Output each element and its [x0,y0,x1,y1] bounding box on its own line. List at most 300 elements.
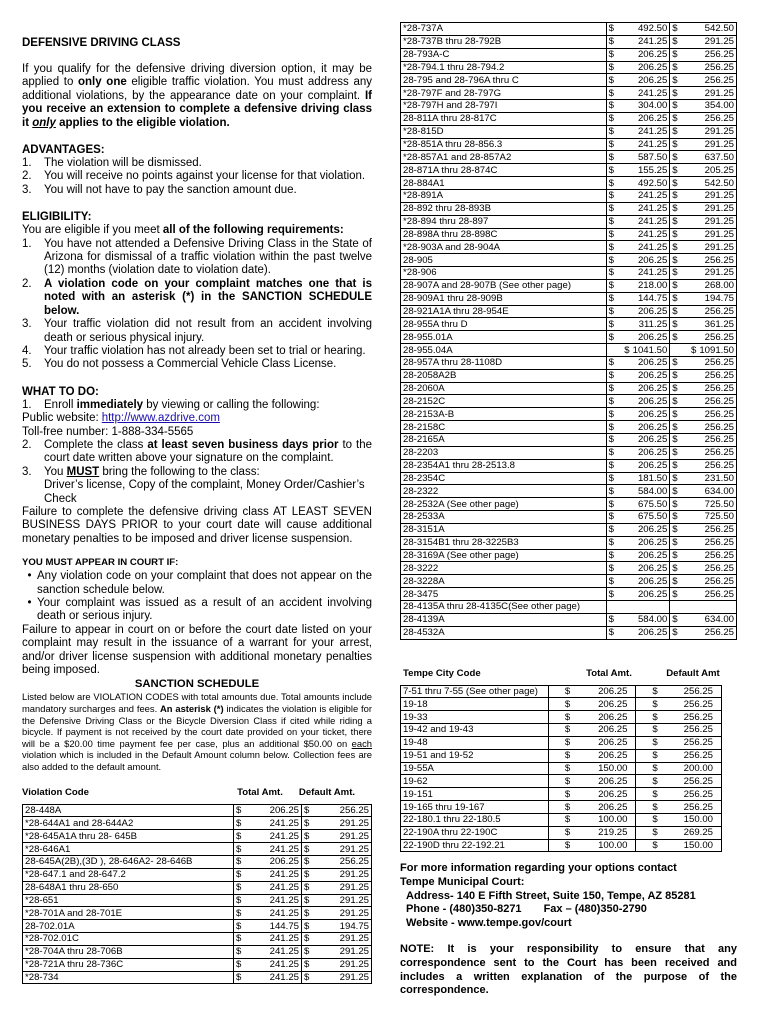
total-amount-cell [548,775,636,788]
amount-value: 291.25 [704,190,734,202]
currency-symbol: $ [672,614,678,626]
violation-code: 28-702.01A [23,920,234,933]
violation-code: 7-51 thru 7-55 (See other page) [401,685,549,698]
violation-code: 28-957A thru 28-1108D [401,356,607,369]
amount-value: 206.25 [598,724,628,736]
amount-value: 269.25 [683,827,713,839]
currency-symbol: $ [672,203,678,215]
default-amount-cell [636,711,722,724]
currency-symbol: $ [303,920,310,932]
total-amount-cell [606,100,670,113]
default-amount-cell [670,562,737,575]
default-amount-cell [670,472,737,485]
amount-value: 291.25 [704,87,734,99]
default-amount-cell [670,318,737,331]
currency-symbol: $ [608,575,614,587]
azdrive-link[interactable]: http://www.azdrive.com [101,412,220,425]
total-amount-cell [548,839,636,852]
currency-symbol: $ [608,203,614,215]
table-row [401,23,737,36]
table-row [401,485,737,498]
currency-symbol: $ [672,164,678,176]
currency-symbol: $ [236,894,242,906]
currency-symbol: $ [564,711,571,723]
table-row [401,562,737,575]
amount-value: 256.25 [683,724,713,736]
column-tempe-default: Default Amt [666,667,720,679]
currency-symbol: $ [652,762,658,774]
bring-items: Driver’s license, Copy of the complaint, Money Order/Cashier’s Check [44,479,365,505]
amount-value: 206.25 [637,562,668,574]
tempe-table [400,685,722,853]
violation-code: 28-2532A (See other page) [401,498,607,511]
total-amount-cell [606,498,670,511]
amount-value: 291.25 [339,830,369,842]
amount-value: 206.25 [637,537,668,549]
currency-symbol: $ [652,801,658,813]
default-amount-cell [301,830,371,843]
currency-symbol: $ [608,305,614,317]
amount-value: 291.25 [704,216,734,228]
responsibility-note: NOTE: It is your responsibility to ensure that any correspondence sent to the Court has been received and includes a written explanation of the purpose of the correspondence. [400,943,737,997]
amount-value: 256.25 [704,588,734,600]
list-item [22,466,372,479]
item-emphasis: immediately [76,398,144,411]
item-number: 2. [22,438,32,451]
list-item [22,597,372,624]
column-tempe-total: Total Amt. [586,667,632,679]
currency-symbol: $ [672,562,678,574]
currency-symbol: $ [236,959,242,971]
amount-value: 291.25 [339,817,369,829]
currency-symbol: $ [672,588,678,600]
currency-symbol: $ [672,87,678,99]
total-amount-cell [606,112,670,125]
list-item [22,278,372,318]
amount-value: 291.25 [704,228,734,240]
currency-symbol: $ [672,383,678,395]
default-amount-cell [670,48,737,61]
amount-value: 675.50 [637,511,668,523]
currency-symbol: $ [236,907,242,919]
court-address: Address- 140 E Fifth Street, Suite 150, Tempe, AZ 85281 [406,889,696,902]
default-amount-cell [301,907,371,920]
violation-code: 28-892 thru 28-893B [401,202,607,215]
currency-symbol: $ [672,293,678,305]
currency-symbol: $ [672,498,678,510]
eligibility-heading: ELIGIBILITY: [22,211,92,224]
currency-symbol: $ [608,395,614,407]
currency-symbol: $ [608,472,614,484]
amount-value: 291.25 [704,203,734,215]
total-amount-cell [606,292,670,305]
total-amount-cell [606,305,670,318]
advantages-heading: ADVANTAGES: [22,144,105,157]
amount-value: 256.25 [683,775,713,787]
table-row [401,202,737,215]
amount-value: 256.25 [683,750,713,762]
bullet-icon: • [27,597,32,609]
amount-value: 291.25 [339,907,369,919]
table-row [401,177,737,190]
item-text: You have not attended a Defensive Driving Class in the State of Arizona for dismissal of a traffic violation within the past twelve (12) months (violation date to violation date). [44,237,372,277]
amount-value: 256.25 [704,627,734,639]
total-amount-cell [234,881,302,894]
amount-value: 150.00 [683,814,713,826]
total-amount-cell [234,958,302,971]
total-amount-cell [234,855,302,868]
list-item [22,439,372,466]
default-amount-cell [301,945,371,958]
amount-value: 291.25 [339,882,369,894]
violation-code: 19-165 thru 19-167 [401,801,549,814]
currency-symbol: $ [303,894,310,906]
amount-value: 206.25 [598,737,628,749]
amount-value: 256.25 [704,113,734,125]
table-row [23,843,372,856]
item-text: You [44,465,67,478]
violation-code: 28-793A-C [401,48,607,61]
violation-code: 19-42 and 19-43 [401,724,549,737]
violation-code: *28-645A1A thru 28- 645B [23,830,234,843]
currency-symbol: $ [303,907,310,919]
currency-symbol: $ [672,318,678,330]
item-number: 3. [22,465,32,478]
tempe-table-header [400,668,737,679]
total-amount-cell [548,749,636,762]
table-row [401,600,737,613]
currency-symbol: $ [672,74,678,86]
table-row [401,523,737,536]
column-total-amount: Total Amt. [237,786,283,798]
currency-symbol: $ [672,421,678,433]
total-amount-cell [606,267,670,280]
violation-code: 22-190D thru 22-192.21 [401,839,549,852]
violation-code: 28-3154B1 thru 28-3225B3 [401,536,607,549]
default-amount-cell [670,138,737,151]
currency-symbol: $ [608,100,614,112]
violation-code: 28-3222 [401,562,607,575]
currency-symbol: $ [608,151,614,163]
violation-code: *28-647.1 and 28-647.2 [23,868,234,881]
table-row [401,724,722,737]
default-amount-cell [670,549,737,562]
violation-code: *28-737B thru 28-792B [401,35,607,48]
list-item [22,238,372,278]
default-amount-cell [670,189,737,202]
violation-code: 28-2354C [401,472,607,485]
table-row [401,356,737,369]
table-row [401,125,737,138]
table-row [23,817,372,830]
amount-value: 206.25 [637,370,668,382]
table-row [401,434,737,447]
total-amount-cell [606,177,670,190]
amount-value: 206.25 [637,395,668,407]
total-amount-cell [548,698,636,711]
currency-symbol: $ [608,370,614,382]
court-phone: Phone - (480)350-8271 [406,903,522,916]
total-amount-cell [606,138,670,151]
amount-value: 206.25 [598,711,628,723]
court-phone-fax [400,903,737,917]
currency-symbol: $ [672,254,678,266]
default-amount-cell [670,369,737,382]
court-name: Tempe Municipal Court: [400,876,525,889]
table-row [401,549,737,562]
table-row [401,788,722,801]
default-amount-cell [670,331,737,344]
table-row [23,855,372,868]
default-amount-cell [636,724,722,737]
amount-value: 256.25 [683,788,713,800]
currency-symbol: $ [672,408,678,420]
currency-symbol: $ [672,267,678,279]
intro-text: eligible traffic violation. You must address any additional violations, by the appearance date on your complaint. [22,76,373,102]
default-amount-cell [670,61,737,74]
amount-value: 256.25 [704,447,734,459]
total-amount-cell [606,189,670,202]
amount-value: 219.25 [598,827,628,839]
default-amount-cell [670,408,737,421]
violation-code: *28-797H and 28-797I [401,100,607,113]
currency-symbol: $ [608,267,614,279]
amount-value: 241.25 [637,216,668,228]
amount-value: 291.25 [704,139,734,151]
table-row [401,736,722,749]
currency-symbol: $ [608,627,614,639]
currency-symbol: $ [652,750,658,762]
amount-value: 206.25 [637,383,668,395]
total-amount-cell [606,408,670,421]
amount-value: 206.25 [637,460,668,472]
table-row [401,382,737,395]
default-amount-cell [670,459,737,472]
amount-value: 587.50 [637,151,668,163]
total-amount-cell [606,511,670,524]
violation-code: 28-898A thru 28-898C [401,228,607,241]
currency-symbol: $ [672,575,678,587]
intro-extension-note: If you receive an extension to complete a defensive driving class it [22,89,372,129]
table-row [401,279,737,292]
total-amount-cell [548,788,636,801]
default-amount-cell [670,125,737,138]
default-amount-cell [670,600,737,613]
amount-value: 200.00 [683,762,713,774]
amount-value: 256.25 [704,537,734,549]
default-amount-cell [301,894,371,907]
table-row [401,344,737,357]
default-amount-cell [301,868,371,881]
violation-code: *28-857A1 and 28-857A2 [401,151,607,164]
table-row [401,613,737,626]
amount-value: 492.50 [637,23,668,35]
amount-value: 256.25 [683,737,713,749]
currency-symbol: $ [672,177,678,189]
violation-table-header [22,787,372,798]
currency-symbol: $ [652,724,658,736]
violation-code: 28-3169A (See other page) [401,549,607,562]
violation-code: 28-2203 [401,446,607,459]
amount-value: 256.25 [704,421,734,433]
amount-value: 361.25 [704,318,734,330]
default-amount-cell [636,749,722,762]
table-row [23,881,372,894]
total-amount-cell [606,536,670,549]
total-amount-cell [606,228,670,241]
amount-value: 206.25 [637,113,668,125]
amount-value: 194.75 [704,293,734,305]
violation-code: *28-734 [23,971,234,984]
total-amount-cell [548,826,636,839]
amount-value: 256.25 [683,801,713,813]
currency-symbol: $ [564,827,571,839]
violation-code: *28-851A thru 28-856.3 [401,138,607,151]
currency-symbol: $ [672,100,678,112]
default-amount-cell [636,813,722,826]
violation-code: 28-2060A [401,382,607,395]
amount-value: 725.50 [704,498,734,510]
total-amount-cell [606,562,670,575]
currency-symbol: $ [236,946,242,958]
amount-value: 256.25 [704,61,734,73]
default-amount-cell [670,356,737,369]
currency-symbol: $ [236,830,242,842]
item-number: 1. [22,237,32,250]
default-amount-cell [301,958,371,971]
default-amount-cell [301,817,371,830]
violation-code: 19-62 [401,775,549,788]
what-to-do-list [22,399,372,412]
currency-symbol: $ [608,228,614,240]
currency-symbol: $ [608,511,614,523]
currency-symbol: $ [303,946,310,958]
amount-value: 206.25 [598,685,628,697]
amount-value: 206.25 [269,856,299,868]
default-amount-cell [636,801,722,814]
amount-value: 206.25 [269,805,299,817]
amount-value: 256.25 [704,357,734,369]
violation-code: 28-795 and 28-796A thru C [401,74,607,87]
total-amount-cell [606,48,670,61]
amount-value: 1041.50 [632,344,668,356]
total-amount-cell [606,485,670,498]
currency-symbol: $ [303,971,310,983]
currency-symbol: $ [672,241,678,253]
total-amount-cell [234,843,302,856]
amount-value: 291.25 [704,36,734,48]
table-row [401,35,737,48]
amount-value: 100.00 [598,840,628,852]
violation-code: *28-704A thru 28-706B [23,945,234,958]
amount-value: 256.25 [339,856,369,868]
amount-value: 634.00 [704,614,734,626]
amount-value: 256.25 [704,434,734,446]
total-amount-cell [606,254,670,267]
total-amount-cell [606,35,670,48]
total-amount-cell [606,202,670,215]
total-amount-cell [606,459,670,472]
total-amount-cell [606,421,670,434]
amount-value: 256.25 [704,575,734,587]
amount-value: 256.25 [704,49,734,61]
total-amount-cell [606,472,670,485]
amount-value: 584.00 [637,485,668,497]
amount-value: 241.25 [269,882,299,894]
currency-symbol: $ [672,485,678,497]
table-row [23,907,372,920]
table-row [401,762,722,775]
violation-code: 28-811A thru 28-817C [401,112,607,125]
table-row [401,421,737,434]
default-amount-cell [670,241,737,254]
table-row [401,408,737,421]
total-amount-cell [606,331,670,344]
total-amount-cell [606,356,670,369]
amount-value: 205.25 [704,164,734,176]
amount-value: 542.50 [704,23,734,35]
default-amount-cell [670,485,737,498]
violation-code: *28-797F and 28-797G [401,87,607,100]
violation-code: *28-646A1 [23,843,234,856]
column-default-amount: Default Amt. [298,786,356,798]
currency-symbol: $ [564,840,571,852]
currency-symbol: $ [672,447,678,459]
violation-code: *28-702.01C [23,933,234,946]
item-number: 3. [22,318,32,331]
item-emphasis: MUST [66,465,100,478]
total-amount-cell [606,164,670,177]
amount-value: 150.00 [598,762,628,774]
amount-value: 206.25 [637,74,668,86]
total-amount-cell [606,23,670,36]
amount-value: 206.25 [637,524,668,536]
currency-symbol: $ [672,113,678,125]
table-row [401,826,722,839]
amount-value: 144.75 [269,920,299,932]
table-row [401,801,722,814]
total-amount-cell [606,523,670,536]
item-number: 5. [22,358,32,371]
amount-value: 206.25 [637,627,668,639]
column-tempe-code: Tempe City Code [403,667,481,679]
currency-symbol: $ [236,817,242,829]
amount-value: 241.25 [269,843,299,855]
default-amount-cell [670,279,737,292]
table-row [401,588,737,601]
violation-code: 19-55A [401,762,549,775]
court-fax: Fax – (480)350-2790 [543,903,647,916]
amount-value: 206.25 [598,801,628,813]
amount-value: 291.25 [339,959,369,971]
table-row [401,48,737,61]
default-amount-cell [670,267,737,280]
violation-code: 28-921A1A thru 28-954E [401,305,607,318]
currency-symbol: $ [564,685,571,697]
tollfree-number: Toll-free number: 1-888-334-5565 [22,425,194,438]
amount-value: 354.00 [704,100,734,112]
default-amount-cell [301,881,371,894]
violation-code: 19-18 [401,698,549,711]
currency-symbol: $ [608,357,614,369]
currency-symbol: $ [652,840,658,852]
sanction-text: violation which is included in the Default Amount column below. Collection fees are also added to the default amount. [22,749,372,772]
currency-symbol: $ [608,254,614,266]
list-item [22,170,372,183]
amount-value: 256.25 [704,562,734,574]
violation-code: 28-4135A thru 28-4135C(See other page) [401,600,607,613]
currency-symbol: $ [652,685,658,697]
